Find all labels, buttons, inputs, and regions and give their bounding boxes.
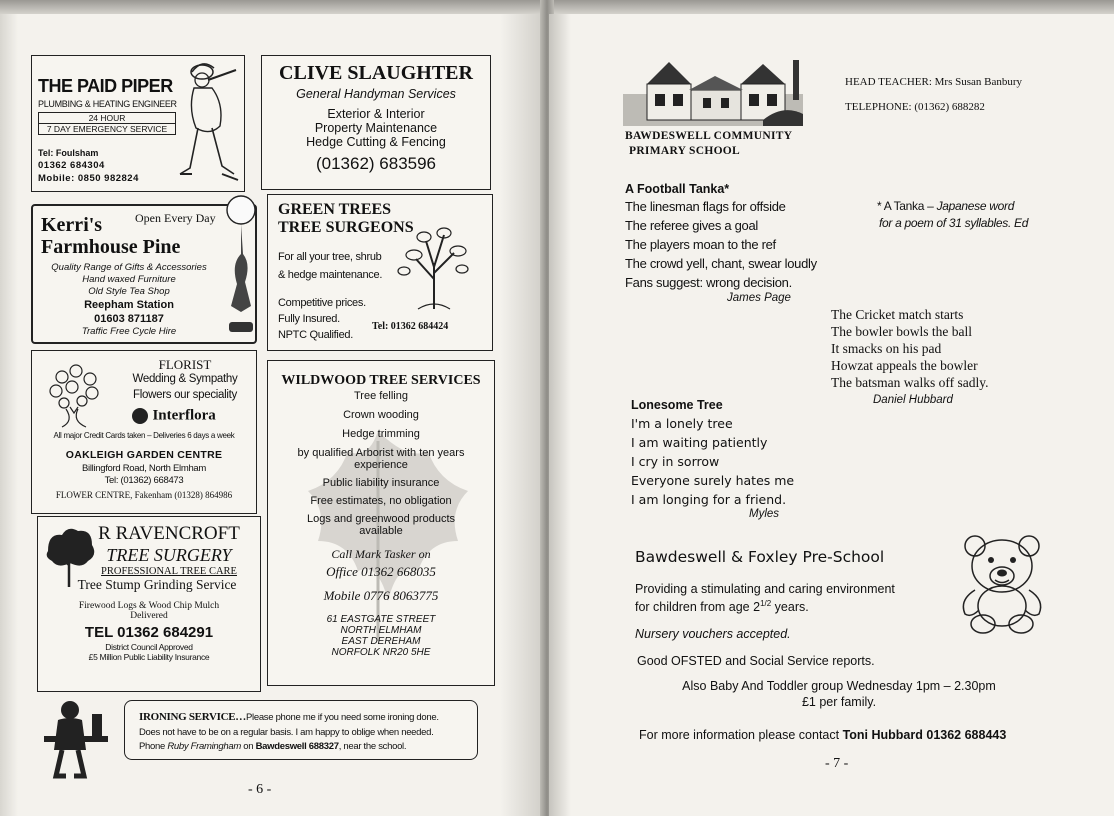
preschool-vouchers: Nursery vouchers accepted.	[635, 627, 791, 641]
tanka-note-b: Japanese word	[936, 199, 1015, 213]
ironing-text1: Please phone me if you need some ironing done.	[245, 712, 439, 723]
cricket-author: Daniel Hubbard	[873, 394, 953, 406]
school-phone: TELEPHONE: (01362) 688282	[845, 101, 985, 113]
lonesome-author: Myles	[749, 508, 780, 520]
piper-figure-icon	[172, 58, 244, 190]
clive-line2: Property Maintenance	[314, 121, 438, 135]
paid-piper-hours-box	[38, 112, 176, 135]
preschool-title: Bawdeswell & Foxley Pre-School	[635, 548, 885, 566]
ravencroft-tel: TEL 01362 684291	[84, 624, 214, 641]
green-trees-line4: Fully Insured.	[278, 313, 340, 325]
florist-line2: Flowers our speciality	[133, 389, 237, 401]
paid-piper-tel-label: Tel: Foulsham	[38, 148, 99, 158]
clive-name: CLIVE SLAUGHTER	[279, 62, 473, 84]
kerris-cycle: Traffic Free Cycle Hire	[81, 326, 177, 337]
paid-piper-mobile: Mobile: 0850 982824	[38, 173, 139, 184]
florist-cards: All major Credit Cards taken – Deliveries 6 days a week	[53, 431, 235, 440]
school-head: HEAD TEACHER: Mrs Susan Banbury	[845, 76, 1023, 88]
ironing-figure-icon	[40, 698, 112, 782]
lonesome-line-2: I cry in sorrow	[631, 454, 720, 469]
page-right	[549, 14, 1114, 816]
lonesome-title: Lonesome Tree	[631, 398, 723, 412]
clive-line3: Hedge Cutting & Fencing	[306, 135, 446, 149]
football-line-1: The referee gives a goal	[625, 218, 758, 233]
florist-brand-row	[132, 407, 216, 425]
green-trees-line5: NPTC Qualified.	[278, 329, 353, 341]
preschool-ofsted: Good OFSTED and Social Service reports.	[637, 654, 875, 668]
wildwood-item-4: experience	[354, 459, 408, 471]
wildwood-item-5: Public liability insurance	[322, 477, 440, 489]
tree-icon	[396, 223, 472, 313]
florist-title: FLORIST	[158, 357, 212, 372]
preschool-toddler2: £1 per family.	[801, 695, 877, 709]
preschool-age-sup: 1/2	[760, 599, 772, 608]
football-line-4: Fans suggest: wrong decision.	[625, 275, 792, 290]
ironing-title: IRONING SERVICE…	[139, 711, 246, 723]
ravencroft-logs: Firewood Logs & Wood Chip Mulch	[78, 601, 220, 611]
clive-phone: (01362) 683596	[315, 154, 437, 173]
ad-florist	[31, 350, 257, 514]
kerris-line1: Quality Range of Gifts & Accessories	[51, 262, 207, 273]
lonesome-line-4: I am longing for a friend.	[631, 492, 787, 507]
football-tanka-title: A Football Tanka*	[625, 182, 730, 196]
preschool-line1: Providing a stimulating and caring environment	[635, 582, 895, 596]
page-number-left: - 6 -	[248, 782, 272, 797]
ravencroft-insurance: £5 Million Public Liability Insurance	[88, 652, 210, 662]
ravencroft-approved: District Council Approved	[105, 642, 193, 652]
school-name2: PRIMARY SCHOOL	[629, 145, 741, 157]
wildwood-item-1: Crown wooding	[343, 409, 419, 421]
wildwood-addr2: NORTH ELMHAM	[340, 625, 422, 636]
ad-clive-slaughter	[261, 55, 491, 190]
tanka-note-line2: for a poem of 31 syllables. Ed	[879, 216, 1029, 230]
ravencroft-stump: Tree Stump Grinding Service	[77, 577, 237, 592]
ironing-t3a: Phone	[139, 741, 168, 752]
florist-centre: OAKLEIGH GARDEN CENTRE	[65, 449, 223, 461]
florist-flower-centre: FLOWER CENTRE, Fakenham (01328) 864986	[55, 490, 233, 500]
kerris-station: Reepham Station	[84, 299, 174, 311]
cricket-line-3: Howzat appeals the bowler	[831, 358, 978, 373]
kerris-name1: Kerri's	[41, 214, 103, 236]
ironing-phone: Bawdeswell 688327	[255, 741, 339, 752]
paid-piper-hours: 24 HOUR	[88, 113, 126, 123]
wildwood-item-7: Logs and greenwood products	[307, 513, 455, 525]
interflora-logo-icon	[132, 408, 148, 424]
lonesome-line-3: Everyone surely hates me	[631, 473, 795, 488]
ravencroft-care: PROFESSIONAL TREE CARE	[101, 566, 237, 577]
ironing-text2: Does not have to be on a regular basis. I am happy to oblige when needed.	[139, 727, 434, 738]
ad-paid-piper	[31, 55, 245, 192]
school-building-icon	[623, 54, 803, 126]
wildwood-addr3: EAST DEREHAM	[341, 636, 421, 647]
wildwood-item-6: Free estimates, no obligation	[310, 495, 452, 507]
ravencroft-tree-icon	[42, 525, 96, 589]
preschool-contact	[639, 728, 1006, 742]
ad-kerris-farmhouse-pine	[31, 204, 257, 344]
florist-tel: Tel: (01362) 668473	[104, 475, 184, 486]
preschool-line2	[635, 599, 809, 614]
cricket-line-1: The bowler bowls the ball	[831, 324, 972, 339]
green-trees-line2: & hedge maintenance.	[278, 269, 383, 281]
green-trees-name1: GREEN TREES	[278, 201, 392, 218]
kerris-phone: 01603 871187	[94, 313, 164, 325]
ironing-line1	[139, 711, 439, 723]
green-trees-line3: Competitive prices.	[278, 297, 366, 309]
kerris-details	[37, 262, 221, 338]
kerris-line2: Hand waxed Furniture	[82, 274, 176, 285]
wildwood-name: WILDWOOD TREE SERVICES	[281, 373, 481, 388]
preschool-contact-a: For more information please contact	[639, 728, 843, 742]
football-author: James Page	[727, 292, 791, 304]
wildwood-call: Call Mark Tasker on	[331, 547, 431, 561]
paid-piper-trade: PLUMBING & HEATING ENGINEER	[38, 99, 177, 109]
cricket-line-4: The batsman walks off sadly.	[831, 375, 989, 390]
green-trees-tel: Tel: 01362 684424	[372, 321, 449, 332]
ironing-t3e: , near the school.	[338, 741, 407, 752]
wildwood-mobile: Mobile 0776 8063775	[323, 588, 439, 603]
clive-subtitle: General Handyman Services	[296, 87, 456, 101]
cricket-poem	[831, 306, 988, 391]
ad-ironing-service	[124, 700, 478, 760]
wildwood-item-2: Hedge trimming	[342, 428, 420, 440]
ravencroft-sub: TREE SURGERY	[106, 545, 232, 565]
football-line-0: The linesman flags for offside	[625, 199, 786, 214]
preschool-age-b: years.	[771, 600, 809, 615]
page-left	[0, 14, 545, 816]
wildwood-item-0: Tree felling	[353, 390, 408, 402]
ironing-t3c: on	[240, 741, 256, 752]
tanka-note-a: * A Tanka –	[877, 199, 937, 213]
ad-green-trees	[267, 194, 493, 351]
page-number-right: - 7 -	[825, 756, 849, 771]
kerris-line3: Old Style Tea Shop	[88, 286, 170, 297]
kerris-name2: Farmhouse Pine	[41, 236, 181, 258]
ad-wildwood-tree-services	[267, 360, 495, 686]
cricket-line-2: It smacks on his pad	[831, 341, 942, 356]
clive-line1: Exterior & Interior	[327, 107, 425, 121]
preschool-age-a: for children from age 2	[635, 600, 761, 615]
wildwood-office: Office 01362 668035	[326, 564, 436, 579]
cricket-line-0: The Cricket match starts	[831, 307, 964, 322]
ad-ravencroft	[37, 516, 261, 692]
tanka-note-line1	[877, 199, 1014, 213]
wildwood-addr1: 61 EASTGATE STREET	[326, 614, 436, 625]
scan-top-edge	[0, 0, 1114, 14]
lonesome-poem	[631, 414, 794, 509]
football-line-2: The players moan to the ref	[625, 237, 776, 252]
florist-line1: Wedding & Sympathy	[132, 373, 238, 385]
preschool-contact-b: Toni Hubbard 01362 688443	[842, 728, 1007, 742]
flower-bouquet-icon	[42, 361, 108, 429]
green-trees-name2: TREE SURGEONS	[278, 219, 414, 236]
ironing-line3	[139, 741, 406, 752]
ironing-name: Ruby Framingham	[167, 741, 241, 752]
paid-piper-tel: 01362 684304	[38, 160, 105, 171]
teddy-bear-icon	[959, 532, 1049, 636]
paid-piper-service: 7 DAY EMERGENCY SERVICE	[39, 123, 175, 134]
paid-piper-name: THE PAID PIPER	[38, 76, 173, 96]
football-tanka-poem	[625, 197, 817, 292]
wildwood-item-3: by qualified Arborist with ten years	[297, 447, 465, 459]
football-line-3: The crowd yell, chant, swear loudly	[625, 256, 817, 271]
lonesome-line-0: I'm a lonely tree	[631, 416, 733, 431]
ravencroft-delivered: Delivered	[130, 611, 168, 621]
wildwood-addr4: NORFOLK NR20 5HE	[331, 647, 431, 658]
kerris-open: Open Every Day	[135, 211, 216, 225]
florist-road: Billingford Road, North Elmham	[81, 463, 207, 474]
green-trees-line1: For all your tree, shrub	[278, 251, 382, 263]
school-name1: BAWDESWELL COMMUNITY	[625, 130, 793, 142]
preschool-toddler1: Also Baby And Toddler group Wednesday 1pm – 2.30pm	[682, 679, 996, 693]
florist-brand: Interflora	[152, 407, 216, 424]
ravencroft-name: R RAVENCROFT	[98, 523, 240, 544]
wildwood-item-8: available	[359, 525, 403, 537]
lonesome-line-1: I am waiting patiently	[631, 435, 768, 450]
lamp-figure-icon	[219, 194, 261, 344]
